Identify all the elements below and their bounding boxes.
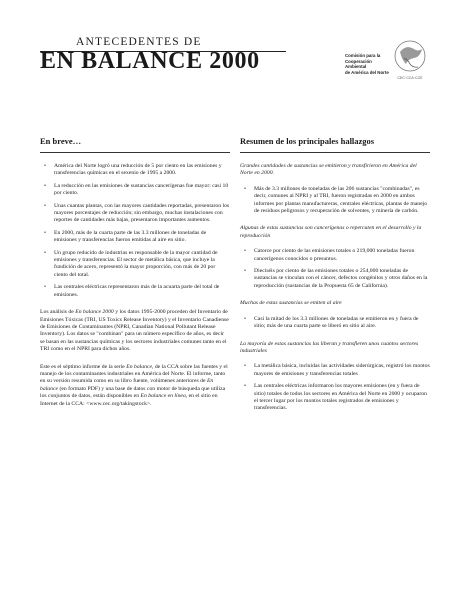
header-kicker: ANTECEDENTES DE [76,36,202,48]
section-heading: En breve… [40,136,82,146]
org-line: Comisión para la [345,53,381,58]
findings-list [240,363,430,412]
bullet-icon: • [244,248,246,255]
bullet-icon: • [244,363,246,370]
org-line: de América del Norte [345,69,389,75]
bullet-icon: • [44,163,46,169]
list-item: • La metálica básica, incluidas las actividades siderúrgicas, registró los montos mayores de emisiones y transferencias totales [244,363,430,377]
right-column [240,136,430,418]
findings-list [240,248,430,290]
document-title: EN BALANCE 2000 [40,48,260,74]
bullet-icon: • [44,182,46,189]
list-item: • Casi la mitad de los 3.3 millones de toneladas se emitieron en y fuera de sitio; más de una cuarta parte se liberó en sitio al aire. [244,315,419,330]
finding-subheading: Algunas de estas sustancias son cancerígenas o repercuten en el desarrollo y la reproducción [240,225,422,239]
bullet-icon: • [244,315,246,322]
section-heading: Resumen de los principales hallazgos [240,136,375,146]
bullet-icon: • [44,249,46,256]
list-item: • Un grupo reducido de industrias es responsable de la mayor cantidad de emisiones y transferencias. El sector de metálica básica, que incluye la fundición de acero, representó la mayor proporción, con más de 20 por ciento del total. [44,249,218,278]
finding-subheading: Muchas de estas sustancias se emiten al aire [240,300,342,307]
section-rule [240,152,430,153]
list-item: • Unas cuantas plantas, con las mayores cantidades reportadas, presentaron los mayores porcentajes de reducción; sin embargo, muchas instalaciones con reportes de cantidades más bajas, presentaron importantes aumentos. [44,202,230,224]
list-item: • Catorce por ciento de las emisiones totales o 219,000 toneladas fueron cancerígenos conocidos o presuntos. [244,248,415,262]
document-header [40,36,430,91]
list-item: • En 2000, más de la cuarta parte de las 3.3 millones de toneladas de emisiones y transferencias fueron emitidas al aire en sitio. [44,229,207,244]
bullet-icon: • [44,229,46,236]
bullet-icon: • [244,185,246,192]
finding-subheading: La mayoría de estas sustancias las liberan y transfieren unos cuantos sectores industriales [240,340,419,354]
bullet-icon: • [244,383,246,390]
bullet-icon: • [244,268,246,275]
bullet-icon: • [44,284,46,291]
findings-list [240,186,430,216]
list-item: • La reducción en las emisiones de sustancias cancerígenas fue mayor: casi 10 por ciento. [44,182,229,197]
summary-list [40,163,230,299]
series-paragraph: Este es el séptimo informe de la serie En balance, de la CCA sobre las fuentes y el manejo de los contaminantes industriales en América del Norte. El informe, tanto en su versión resumida como en su libro fuente, volúmenes anteriores de En balance (en formato PDF) y una base de datos con motor de búsqueda que utiliza los conjuntos de datos, están disponibles en En balance en línea, en el sitio en Internet de la CCA: <www.cec.org/takingstock>. [40,363,228,407]
findings-list [240,316,430,331]
list-item: • Las centrales eléctricas informaron los mayores emisiones (en y fuera de sitio) totales de todos los sectores en América del Norte en 2000 y ocuparon el tercer lugar por los montos totales registrados de emisiones y transferencias. [244,383,427,412]
finding-subheading: Grandes cantidades de sustancias se emitieron y transfirieron en América del Norte en 2000. [240,163,417,177]
bullet-icon: • [44,202,46,209]
organization-name [345,53,393,75]
list-item: • América del Norte logró una reducción de 5 por ciento en las emisiones y transferencias químicas en el sexenio de 1995 a 2000. [44,163,222,177]
list-item: • Más de 3.3 millones de toneladas de las 206 sustancias "combinadas", es decir, comunes al NPRI y al TRI, fueron registradas en 2000 en ambos informes por plantas manufactureras, centrales eléctricas, plantas de manejo de residuos peligrosos y recuperación de solventes, y minería de carbón. [244,185,428,215]
left-column [40,136,230,418]
org-line: Cooperación Ambiental [345,58,372,70]
logo-text: CEC·CCA·CCE [397,76,423,80]
list-item: • Las centrales eléctricas representaron más de la acuarta parte del total de emisiones. [44,284,220,298]
list-item: • Dieciséis por ciento de las emisiones totales o 254,000 toneladas de sustancias se vinculan con el cáncer, defectos congénitos y otros daños en la reproducción (sustancias de la Propuesta 65 de California). [244,268,428,289]
section-rule [40,152,230,153]
data-sources-paragraph: Los análisis de En balance 2000 y los datos 1995-2000 proceden del Inventario de Emisiones Tóxicas (TRI, US Toxics Release Inventory) y el Inventario Canadiense de Emisiones de Contaminantes (NPRI, Canadian National Pollutant Release Inventory). Los datos se "combinan" para un número específico de años, es decir se basan en las sustancias químicas y los sectores industriales comunes tanto en el TRI como en el NPRI para dichos años. [40,309,229,353]
cec-logo-icon [392,38,428,82]
